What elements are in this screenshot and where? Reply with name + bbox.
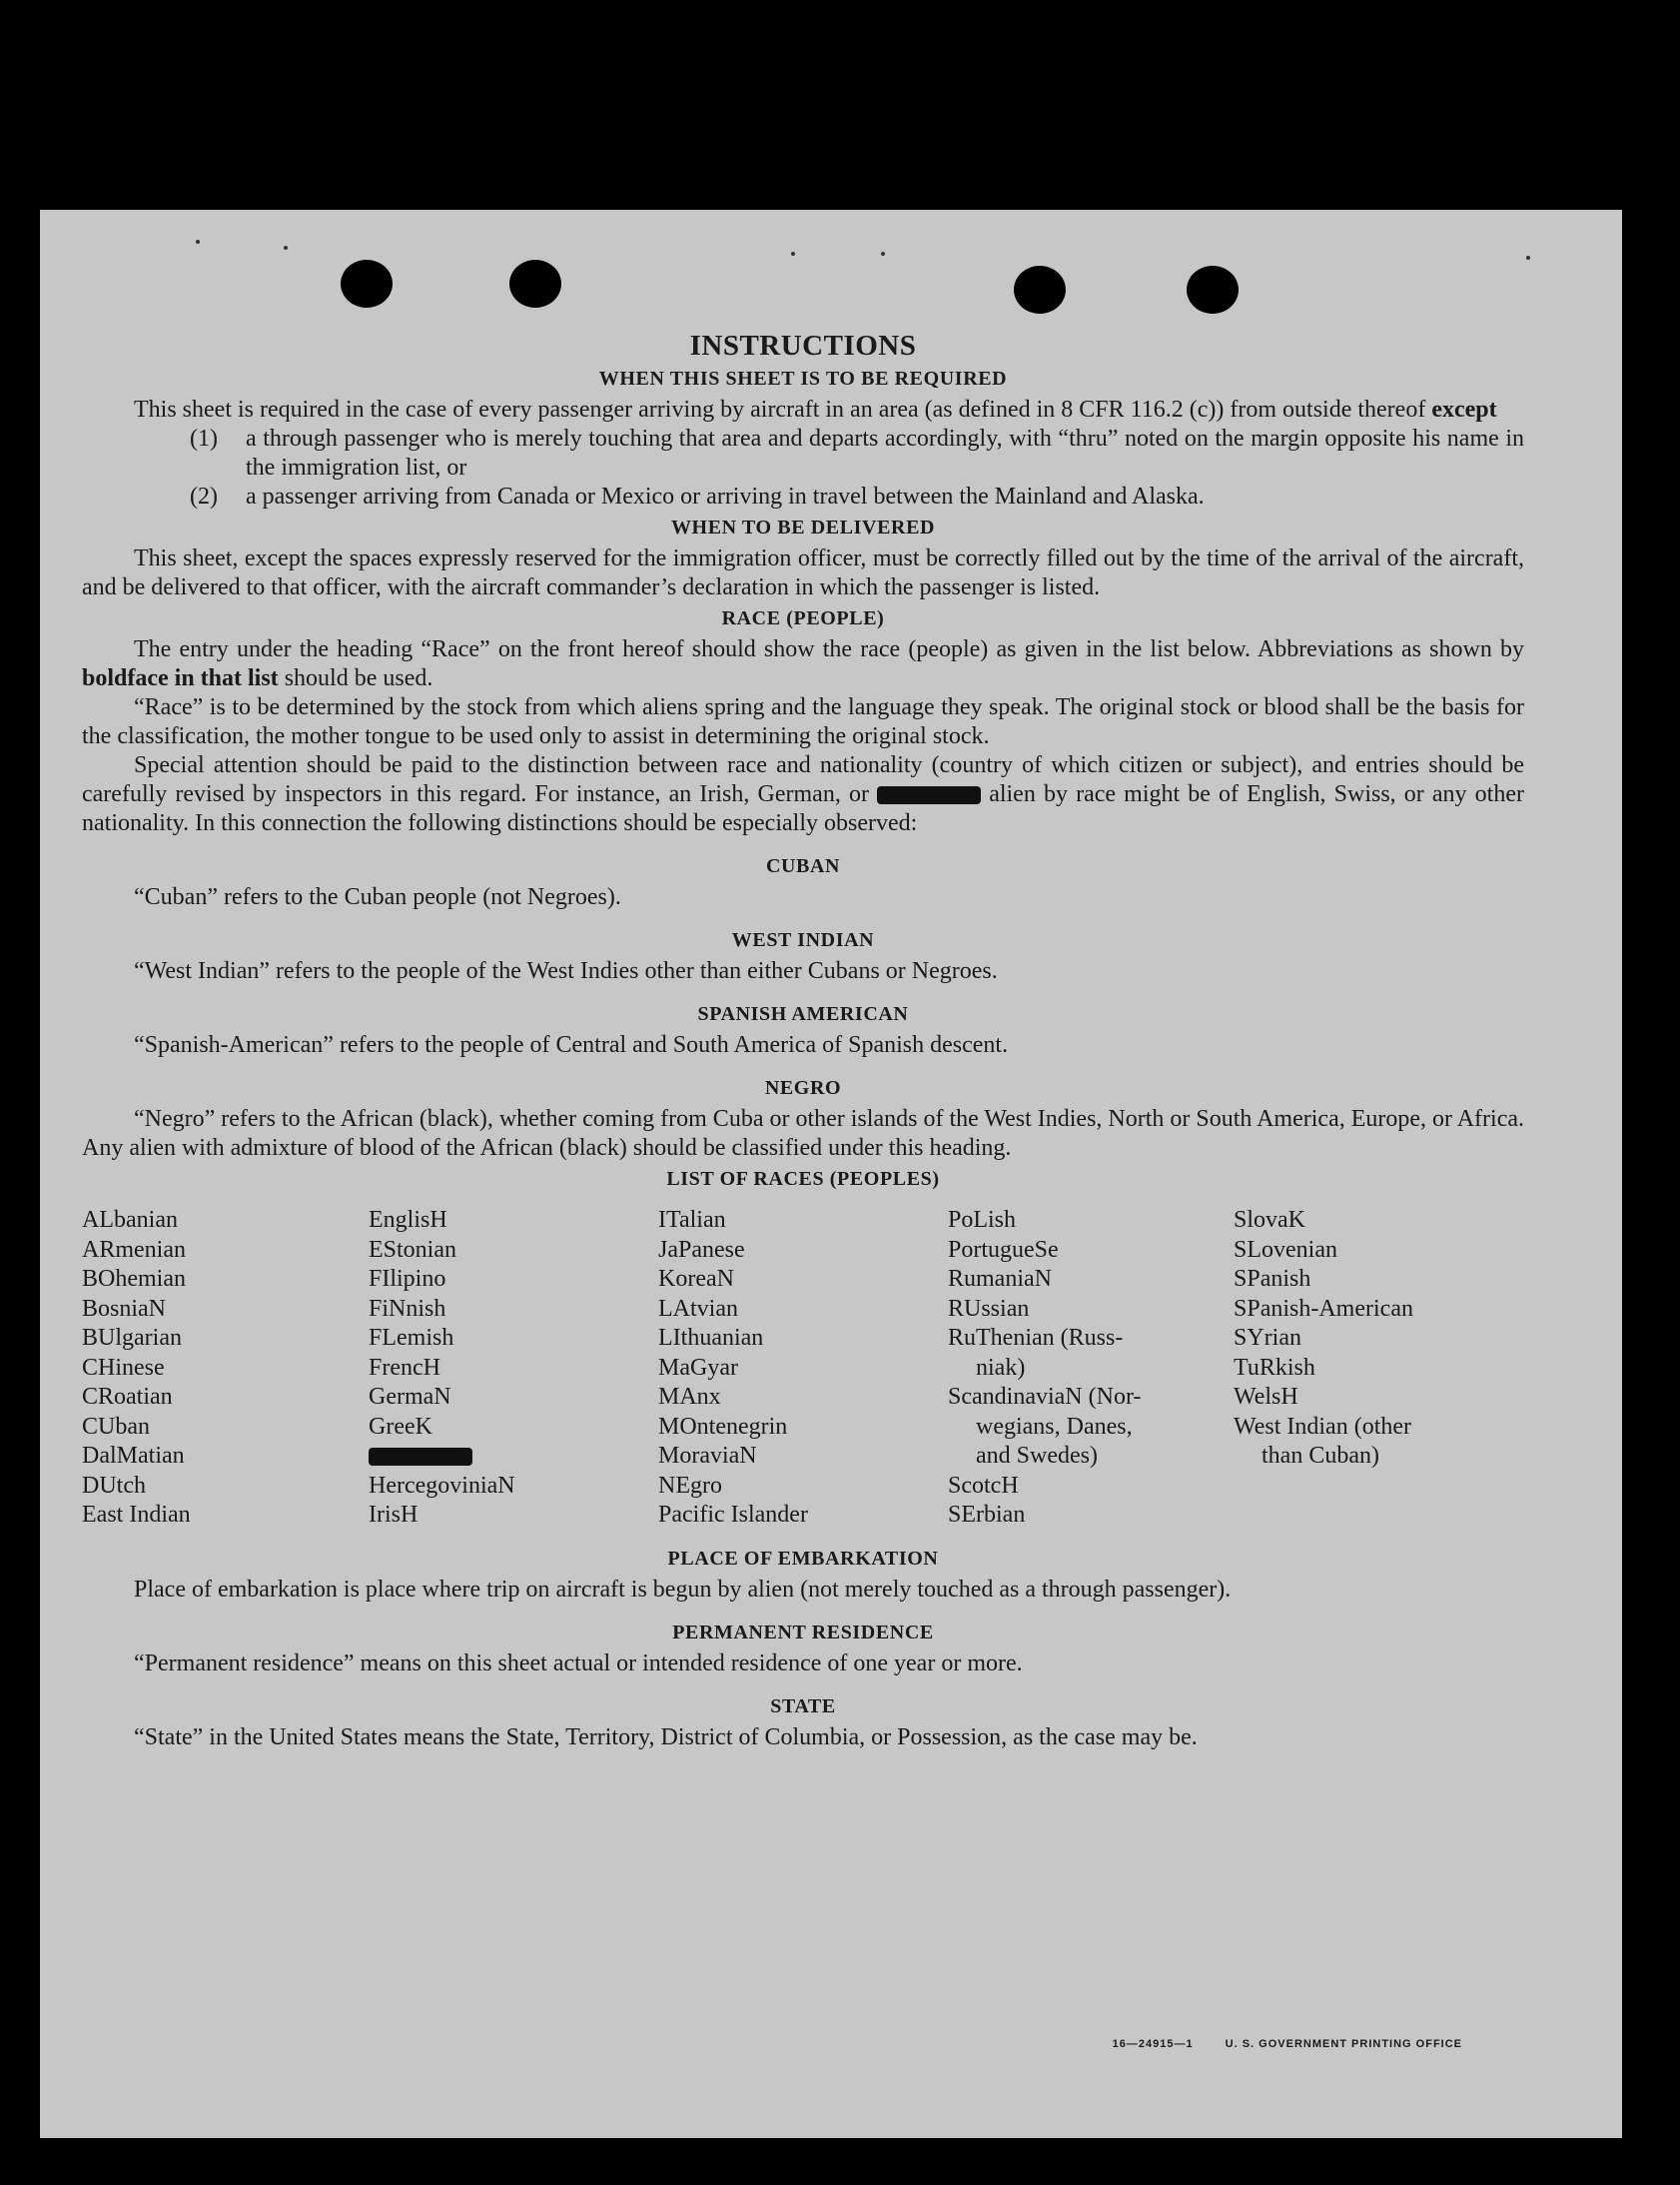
race-paragraph-2: “Race” is to be determined by the stock from which aliens spring and the language they speak. The original stock or blood shall be the basis for the classification, the mother tongue to be used only to assist in determining the original stock.: [82, 694, 1524, 749]
section-heading-residence: PERMANENT RESIDENCE: [672, 1621, 934, 1643]
punch-hole: [1014, 266, 1066, 314]
race-entry: NEgro: [658, 1472, 722, 1499]
race-entry: RumaniaN: [948, 1266, 1052, 1292]
item-text: a through passenger who is merely touching that area and departs accordingly, with “thru” noted on the margin opposite his name in the immigration list, or: [246, 426, 1524, 481]
race-entry: ITalian: [658, 1207, 726, 1233]
spanish-american-text: “Spanish-American” refers to the people of Central and South America of Spanish descent.: [134, 1032, 1009, 1058]
race-entry: MAnx: [658, 1384, 721, 1410]
cuban-text: “Cuban” refers to the Cuban people (not Negroes).: [134, 884, 621, 910]
required-intro-text: This sheet is required in the case of every passenger arriving by aircraft in an area (as defined in 8 CFR 116.2 (c)) from outside thereof: [134, 397, 1426, 423]
races-column: [658, 1206, 948, 1531]
race-entry: SErbian: [948, 1502, 1026, 1528]
speck: [881, 252, 885, 256]
race-entry: GreeK: [369, 1413, 432, 1440]
race-entry: ScotcH: [948, 1472, 1019, 1499]
race-entry: CUban: [82, 1413, 150, 1440]
race-paragraph-1: [82, 635, 1524, 693]
section-heading-delivered: WHEN TO BE DELIVERED: [670, 517, 936, 539]
race-entry: RUssian: [948, 1295, 1030, 1322]
race-entry: GermaN: [369, 1384, 451, 1410]
races-column: [948, 1206, 1234, 1531]
race-entry: HercegoviniaN: [369, 1472, 515, 1499]
page-title: INSTRUCTIONS: [689, 330, 917, 362]
instructions-content: [82, 332, 1524, 1752]
punch-hole: [509, 260, 561, 308]
race-entry-continued: than Cuban): [1261, 1443, 1379, 1469]
race-entry: EStonian: [369, 1236, 456, 1263]
race-entry: West Indian (other: [1234, 1413, 1412, 1440]
required-item: [190, 425, 1524, 483]
race-entry: TuRkish: [1234, 1354, 1315, 1381]
races-list: [82, 1206, 1524, 1531]
item-text: a passenger arriving from Canada or Mexico or arriving in travel between the Mainland and Alaska.: [246, 484, 1205, 510]
redaction-mark: [369, 1448, 472, 1466]
state-text: “State” in the United States means the State, Territory, District of Columbia, or Possession, as the case may be.: [134, 1723, 1198, 1750]
race-entry: SlovaK: [1234, 1207, 1305, 1233]
race-entry-continued: niak): [976, 1354, 1026, 1381]
race-entry: WelsH: [1234, 1384, 1298, 1410]
race-entry: MaGyar: [658, 1354, 738, 1381]
race-p3-text: Special attention should be paid to the distinction between race and nationality (country of which citizen or subject), and entries should be carefully revised by inspectors in this regard. For instance, an Irish, German, or: [82, 752, 1524, 807]
race-entry: ALbanian: [82, 1207, 178, 1233]
section-heading-negro: NEGRO: [764, 1077, 842, 1099]
race-entry: ScandinaviaN (Nor-: [948, 1384, 1142, 1410]
race-entry: Pacific Islander: [658, 1502, 808, 1528]
west-indian-text: “West Indian” refers to the people of the West Indies other than either Cubans or Negroes.: [134, 958, 998, 984]
race-entry: JaPanese: [658, 1236, 745, 1263]
race-entry: KoreaN: [658, 1266, 734, 1292]
required-intro-bold: except: [1431, 397, 1497, 423]
race-entry: CRoatian: [82, 1384, 173, 1410]
race-entry: SLovenian: [1234, 1236, 1337, 1263]
section-heading-required: WHEN THIS SHEET IS TO BE REQUIRED: [598, 368, 1008, 390]
punch-hole: [1187, 266, 1239, 314]
race-paragraph-3: [82, 751, 1524, 838]
race-entry: SYrian: [1234, 1325, 1301, 1351]
race-entry: BosniaN: [82, 1295, 166, 1322]
residence-text: “Permanent residence” means on this sheet actual or intended residence of one year or more.: [134, 1649, 1023, 1676]
race-entry: PoLish: [948, 1207, 1017, 1233]
form-number: 16—24915—1: [1112, 2038, 1194, 2050]
race-entry: SPanish: [1234, 1266, 1311, 1292]
race-entry-continued: and Swedes): [976, 1443, 1098, 1469]
race-entry: MOntenegrin: [658, 1413, 788, 1440]
race-entry: PortugueSe: [948, 1236, 1059, 1263]
race-entry: FLemish: [369, 1325, 454, 1351]
item-number: (2): [190, 484, 218, 510]
required-intro: [82, 396, 1524, 425]
punch-hole: [341, 260, 393, 308]
race-entry: BOhemian: [82, 1266, 186, 1292]
section-heading-embarkation: PLACE OF EMBARKATION: [667, 1547, 939, 1570]
speck: [1526, 256, 1530, 260]
section-heading-cuban: CUBAN: [765, 855, 841, 877]
speck: [284, 246, 288, 250]
race-entry: DUtch: [82, 1472, 146, 1499]
race-entry: FIlipino: [369, 1266, 446, 1292]
printer-footer: [1113, 2038, 1462, 2050]
required-item: [190, 483, 1524, 512]
section-heading-race: RACE (PEOPLE): [721, 607, 885, 629]
race-entry: IrisH: [369, 1502, 419, 1528]
section-heading-west-indian: WEST INDIAN: [731, 929, 875, 951]
printer-name: U. S. GOVERNMENT PRINTING OFFICE: [1225, 2038, 1462, 2050]
redaction-mark: [877, 786, 981, 804]
race-entry: RuThenian (Russ-: [948, 1325, 1124, 1351]
races-column: [369, 1206, 658, 1531]
race-entry: SPanish-American: [1234, 1295, 1413, 1322]
races-column: [1234, 1206, 1524, 1531]
negro-text: “Negro” refers to the African (black), whether coming from Cuba or other islands of the West Indies, North or South America, Europe, or Africa. Any alien with admixture of blood of the African (black) should be classified under this heading.: [82, 1106, 1524, 1161]
document-sheet: [40, 210, 1622, 2138]
speck: [196, 240, 200, 244]
race-entry-continued: wegians, Danes,: [976, 1413, 1133, 1440]
race-entry: EnglisH: [369, 1207, 447, 1233]
section-heading-state: STATE: [770, 1694, 836, 1717]
race-p3-end: alien by race might be of English, Swiss, or any other nationality. In this connection the following distinctions should be especially observed:: [82, 781, 1524, 836]
race-entry: CHinese: [82, 1354, 165, 1381]
race-entry: DalMatian: [82, 1443, 185, 1469]
race-entry-redacted: [369, 1442, 658, 1472]
race-entry: MoraviaN: [658, 1443, 757, 1469]
race-entry: LAtvian: [658, 1295, 738, 1322]
races-column: [82, 1206, 369, 1531]
section-heading-spanish-american: SPANISH AMERICAN: [697, 1003, 909, 1025]
embarkation-text: Place of embarkation is place where trip on aircraft is begun by alien (not merely touched as a through passenger).: [134, 1576, 1232, 1603]
race-entry: LIthuanian: [658, 1325, 764, 1351]
speck: [791, 252, 795, 256]
race-entry: ARmenian: [82, 1236, 186, 1263]
race-entry: FiNnish: [369, 1295, 446, 1322]
race-p1-bold: boldface in that list: [82, 665, 279, 691]
race-p1-text: The entry under the heading “Race” on the front hereof should show the race (people) as given in the list below. Abbreviations as shown by: [134, 636, 1524, 662]
list-of-races-heading: LIST OF RACES (PEOPLES): [666, 1168, 940, 1190]
item-number: (1): [190, 426, 218, 452]
delivered-text: This sheet, except the spaces expressly reserved for the immigration officer, must be correctly filled out by the time of the arrival of the aircraft, and be delivered to that officer, with the aircraft commander’s declaration in which the passenger is listed.: [82, 546, 1524, 600]
race-entry: BUlgarian: [82, 1325, 182, 1351]
race-p1-end: should be used.: [284, 665, 433, 691]
race-entry: East Indian: [82, 1502, 191, 1528]
race-entry: FrencH: [369, 1354, 440, 1381]
